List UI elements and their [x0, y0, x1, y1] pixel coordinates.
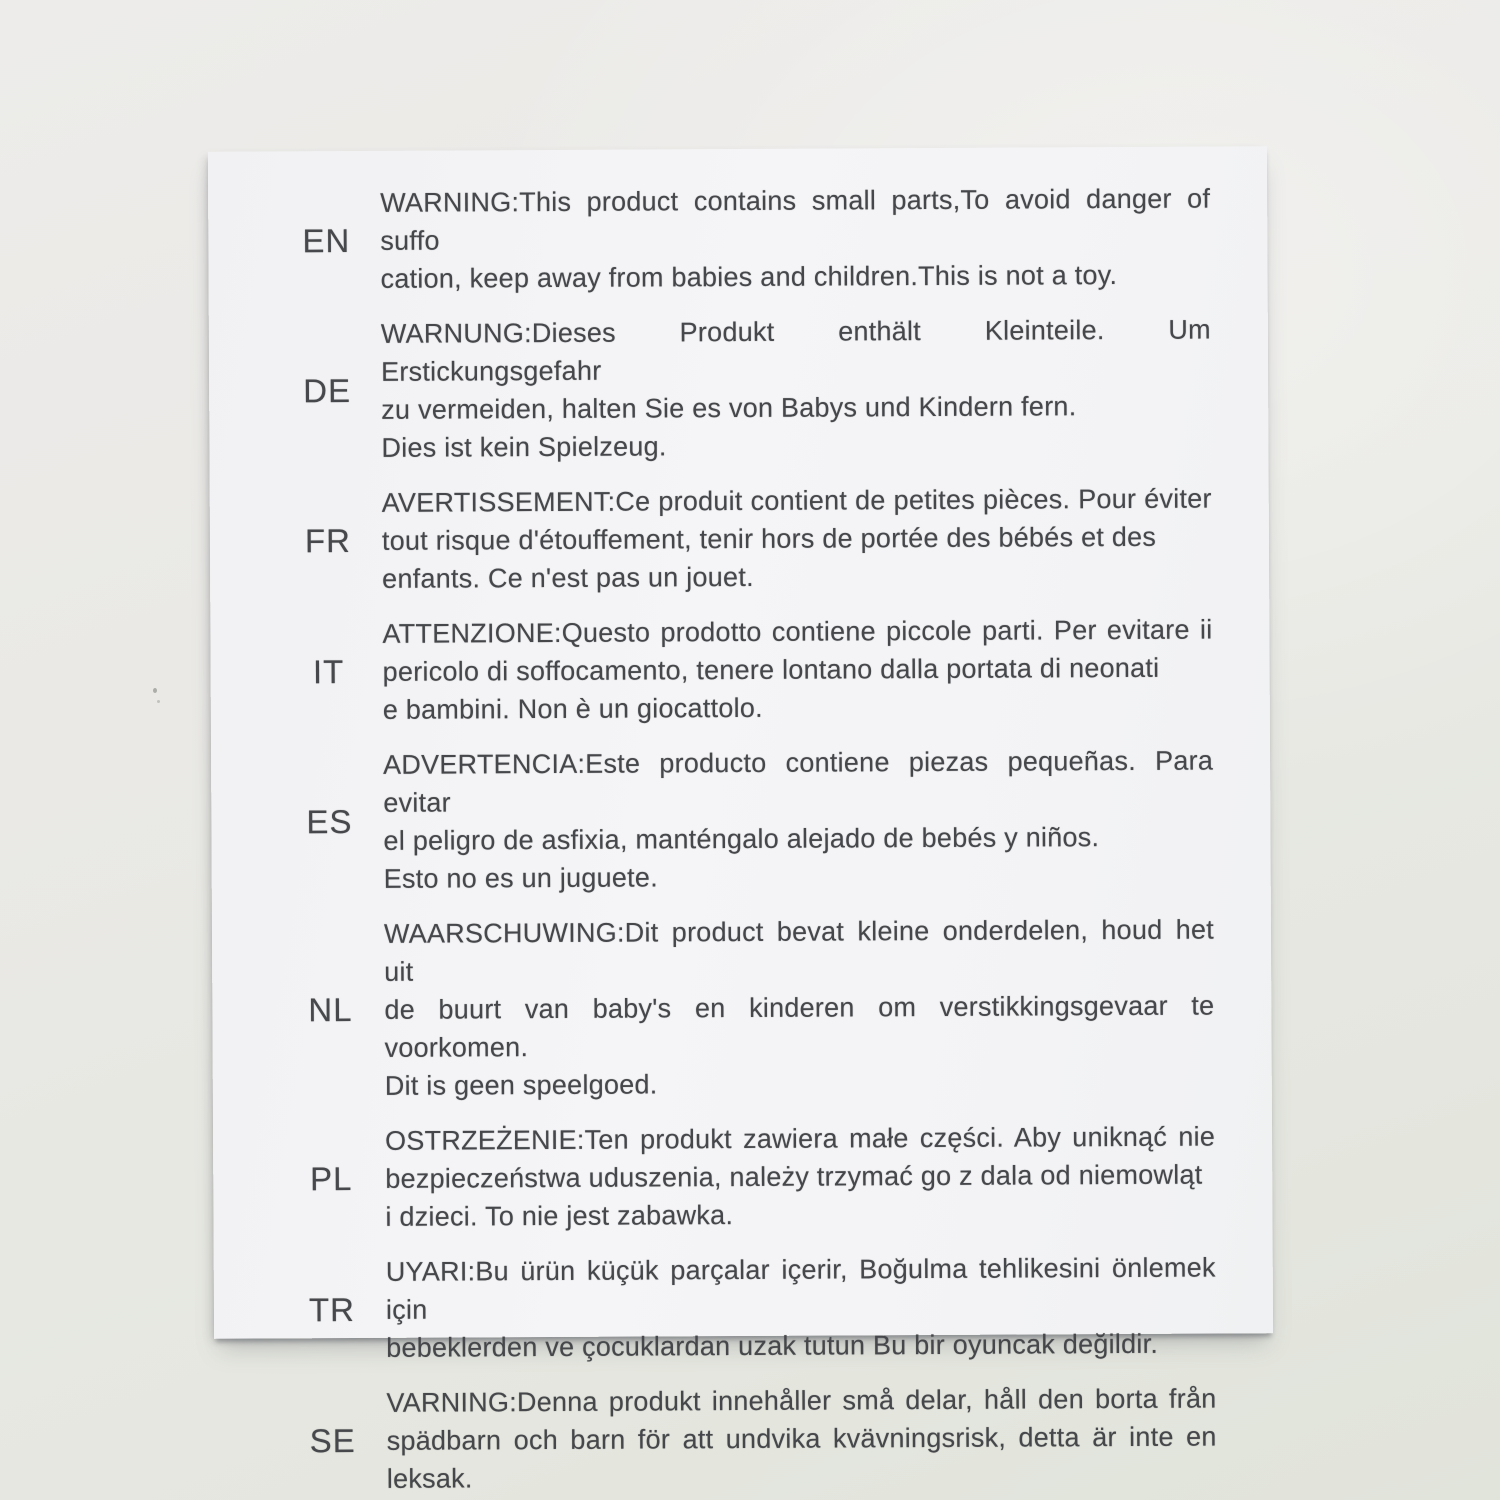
- warning-line: AVERTISSEMENT:Ce produit contient de petites pièces. Pour éviter: [381, 483, 1212, 518]
- warning-blocks: [208, 180, 1217, 1499]
- warning-text: [380, 180, 1211, 298]
- warning-line: ATTENZIONE:Questo prodotto contiene piccole parti. Per evitare ii: [382, 614, 1213, 649]
- warning-line: Dit is geen speelgoed.: [384, 1069, 658, 1101]
- warning-line: enfants. Ce n'est pas un jouet.: [382, 561, 754, 594]
- warning-line: VARNING:Denna produkt innehåller små delar, håll den borta från: [386, 1383, 1217, 1418]
- warning-block-pl: [213, 1118, 1216, 1237]
- warning-text: [385, 1118, 1216, 1236]
- warning-line: zu vermeiden, halten Sie es von Babys und Kindern fern.: [381, 391, 1077, 425]
- warning-label-paper: [208, 146, 1273, 1494]
- warning-line: de buurt van baby's en kinderen om verstikkingsgevaar te voorkomen.: [384, 990, 1215, 1063]
- warning-line: bebeklerden ve çocuklardan uzak tutun Bu bir oyuncak değildir.: [386, 1328, 1159, 1363]
- warning-block-es: [211, 742, 1214, 899]
- language-code: PL: [309, 1160, 353, 1198]
- warning-line: bezpieczeństwa uduszenia, należy trzymać go z dala od niemowląt: [385, 1159, 1203, 1194]
- language-code: NL: [308, 991, 353, 1029]
- dust-speck: [157, 700, 160, 703]
- language-code: SE: [309, 1422, 356, 1460]
- warning-line: el peligro de asfixia, manténgalo alejado de bebés y niños.: [383, 822, 1100, 856]
- warning-line: OSTRZEŻENIE:Ten produkt zawiera małe części. Aby uniknąć nie: [385, 1121, 1216, 1156]
- warning-line: WARNING:This product contains small parts,To avoid danger of suffo: [380, 183, 1211, 256]
- language-code: FR: [304, 522, 352, 560]
- warning-line: ADVERTENCIA:Este producto contiene piezas pequeñas. Para evitar: [383, 745, 1214, 818]
- warning-block-de: [209, 311, 1212, 468]
- dust-speck: [153, 688, 157, 693]
- language-code: DE: [303, 372, 352, 410]
- warning-text: [386, 1249, 1217, 1367]
- warning-line: Dies ist kein Spielzeug.: [381, 431, 667, 463]
- warning-line: Esto no es un juguete.: [383, 862, 658, 894]
- warning-line: WAARSCHUWING:Dit product bevat kleine onderdelen, houd het uit: [383, 914, 1215, 987]
- warning-block-se: [214, 1380, 1217, 1499]
- warning-text: [382, 480, 1213, 598]
- warning-line: e bambini. Non è un giocattolo.: [382, 692, 763, 725]
- language-code: IT: [312, 653, 345, 691]
- warning-block-en: [208, 180, 1211, 299]
- warning-block-it: [210, 611, 1213, 730]
- language-code: ES: [306, 803, 353, 841]
- warning-block-fr: [210, 480, 1213, 599]
- warning-line: tout risque d'étouffement, tenir hors de portée des bébés et des: [381, 521, 1157, 556]
- warning-line: i dzieci. To nie jest zabawka.: [385, 1200, 734, 1232]
- warning-text: [386, 1380, 1217, 1498]
- warning-line: spädbarn och barn för att undvika kvävningsrisk, detta är inte en: [386, 1421, 1217, 1456]
- warning-line: leksak.: [386, 1463, 473, 1494]
- warning-line: WARNUNG:Dieses Produkt enthält Kleinteile. Um Erstickungsgefahr: [380, 314, 1211, 387]
- warning-text: [381, 311, 1212, 467]
- warning-text: [382, 611, 1213, 729]
- warning-block-tr: [214, 1249, 1217, 1368]
- warning-block-nl: [212, 911, 1215, 1106]
- warning-line: cation, keep away from babies and children.This is not a toy.: [380, 260, 1118, 294]
- warning-line: UYARI:Bu ürün küçük parçalar içerir, Boğulma tehlikesini önlemek için: [385, 1252, 1216, 1325]
- warning-text: [383, 742, 1214, 898]
- warning-text: [384, 911, 1215, 1105]
- warning-line: pericolo di soffocamento, tenere lontano dalla portata di neonati: [382, 652, 1160, 687]
- language-code: TR: [308, 1291, 356, 1329]
- language-code: EN: [302, 222, 351, 260]
